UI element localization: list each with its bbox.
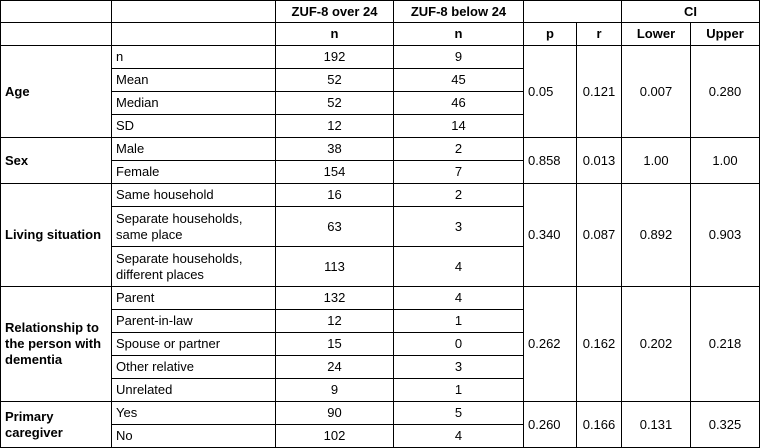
value-ci-upper: 0.218 <box>691 287 760 402</box>
row-label: Unrelated <box>112 379 276 402</box>
value-over: 52 <box>276 92 394 115</box>
value-over: 132 <box>276 287 394 310</box>
header-zuf8-below-24: ZUF-8 below 24 <box>394 1 524 23</box>
value-below: 2 <box>394 138 524 161</box>
header-empty-pr <box>524 1 622 23</box>
value-below: 2 <box>394 184 524 207</box>
value-over: 102 <box>276 425 394 448</box>
category-living-situation: Living situation <box>1 184 112 287</box>
value-p: 0.262 <box>524 287 577 402</box>
value-below: 3 <box>394 356 524 379</box>
table-row <box>1 402 760 425</box>
value-ci-upper: 1.00 <box>691 138 760 184</box>
header-empty-label-2 <box>112 23 276 46</box>
value-below: 0 <box>394 333 524 356</box>
value-below: 7 <box>394 161 524 184</box>
value-below: 14 <box>394 115 524 138</box>
value-ci-lower: 0.892 <box>622 184 691 287</box>
value-ci-lower: 1.00 <box>622 138 691 184</box>
value-over: 52 <box>276 69 394 92</box>
value-below: 9 <box>394 46 524 69</box>
value-over: 154 <box>276 161 394 184</box>
row-label: Spouse or partner <box>112 333 276 356</box>
header-row-2 <box>1 23 760 46</box>
value-below: 1 <box>394 310 524 333</box>
value-over: 12 <box>276 115 394 138</box>
value-over: 38 <box>276 138 394 161</box>
value-over: 90 <box>276 402 394 425</box>
value-ci-lower: 0.202 <box>622 287 691 402</box>
value-below: 3 <box>394 207 524 247</box>
value-below: 4 <box>394 247 524 287</box>
row-label: Parent <box>112 287 276 310</box>
table-row <box>1 184 760 207</box>
value-ci-lower: 0.131 <box>622 402 691 448</box>
header-zuf8-over-24: ZUF-8 over 24 <box>276 1 394 23</box>
value-over: 24 <box>276 356 394 379</box>
row-label: No <box>112 425 276 448</box>
row-label: Male <box>112 138 276 161</box>
header-empty-category-2 <box>1 23 112 46</box>
value-over: 12 <box>276 310 394 333</box>
value-p: 0.858 <box>524 138 577 184</box>
value-below: 4 <box>394 287 524 310</box>
value-over: 192 <box>276 46 394 69</box>
value-r: 0.087 <box>577 184 622 287</box>
category-age: Age <box>1 46 112 138</box>
value-below: 45 <box>394 69 524 92</box>
value-over: 9 <box>276 379 394 402</box>
row-label: Separate households, different places <box>112 247 276 287</box>
value-ci-upper: 0.280 <box>691 46 760 138</box>
value-over: 63 <box>276 207 394 247</box>
header-empty-label <box>112 1 276 23</box>
header-lower: Lower <box>622 23 691 46</box>
value-ci-upper: 0.903 <box>691 184 760 287</box>
header-empty-category <box>1 1 112 23</box>
table-row <box>1 46 760 69</box>
value-below: 5 <box>394 402 524 425</box>
value-below: 46 <box>394 92 524 115</box>
value-r: 0.013 <box>577 138 622 184</box>
table-row <box>1 287 760 310</box>
value-r: 0.166 <box>577 402 622 448</box>
value-p: 0.05 <box>524 46 577 138</box>
value-over: 15 <box>276 333 394 356</box>
value-p: 0.340 <box>524 184 577 287</box>
row-label: Parent-in-law <box>112 310 276 333</box>
row-label: Mean <box>112 69 276 92</box>
value-ci-lower: 0.007 <box>622 46 691 138</box>
category-relationship: Relationship to the person with dementia <box>1 287 112 402</box>
table-row <box>1 138 760 161</box>
category-primary-caregiver: Primary caregiver <box>1 402 112 448</box>
category-sex: Sex <box>1 138 112 184</box>
row-label: Median <box>112 92 276 115</box>
row-label: SD <box>112 115 276 138</box>
value-ci-upper: 0.325 <box>691 402 760 448</box>
row-label: Yes <box>112 402 276 425</box>
header-p: p <box>524 23 577 46</box>
row-label: Female <box>112 161 276 184</box>
header-r: r <box>577 23 622 46</box>
header-n-below: n <box>394 23 524 46</box>
header-row-1 <box>1 1 760 23</box>
value-r: 0.162 <box>577 287 622 402</box>
value-below: 4 <box>394 425 524 448</box>
row-label: Separate households, same place <box>112 207 276 247</box>
row-label: Same household <box>112 184 276 207</box>
header-n-over: n <box>276 23 394 46</box>
row-label: n <box>112 46 276 69</box>
value-below: 1 <box>394 379 524 402</box>
value-over: 16 <box>276 184 394 207</box>
value-over: 113 <box>276 247 394 287</box>
header-upper: Upper <box>691 23 760 46</box>
value-p: 0.260 <box>524 402 577 448</box>
header-ci: CI <box>622 1 760 23</box>
row-label: Other relative <box>112 356 276 379</box>
value-r: 0.121 <box>577 46 622 138</box>
